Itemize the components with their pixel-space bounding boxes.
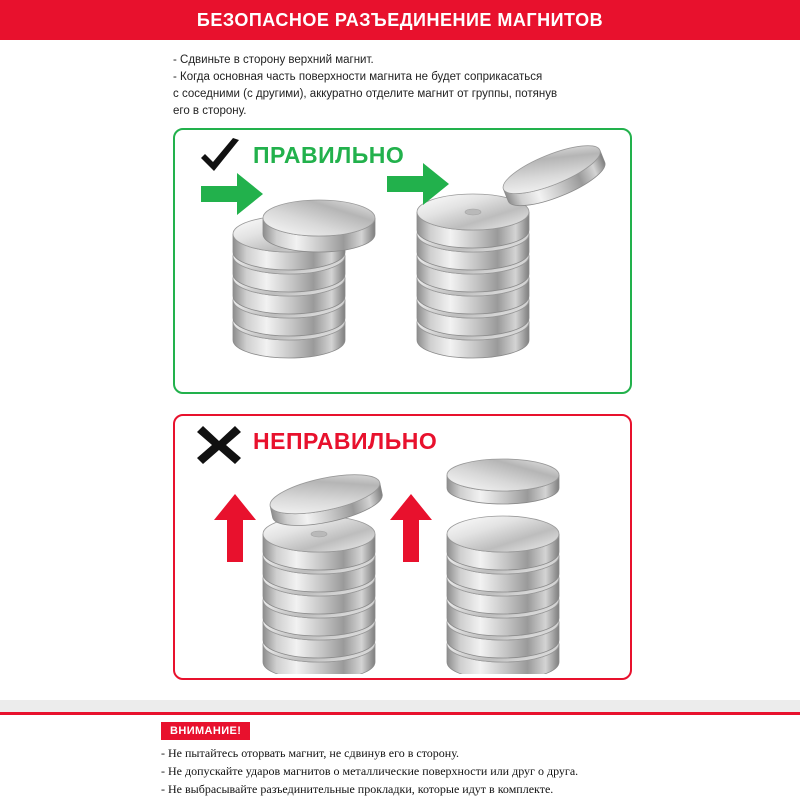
magnet-disc-detached: [447, 459, 559, 504]
magnet-stack-left: [233, 200, 375, 358]
magnet-stack-left: [263, 467, 386, 674]
arrow-right-icon-1: [201, 173, 263, 215]
footer-rule: [0, 712, 800, 715]
footer-warning-line: - Не пытайтесь оторвать магнит, не сдвинув его в сторону.: [161, 746, 459, 760]
panel-correct: [173, 128, 632, 394]
panel-correct-illustration: [175, 130, 626, 388]
intro-instructions: [173, 52, 643, 120]
magnet-stack-right: [447, 459, 559, 674]
footer-warning-line: - Не выбрасывайте разъединительные прокладки, которые идут в комплекте.: [161, 782, 554, 796]
footer-warnings: [161, 744, 681, 798]
intro-line: его в сторону.: [173, 105, 247, 117]
magnet-disc-displaced: [263, 200, 375, 252]
panel-correct-label: ПРАВИЛЬНО: [253, 142, 405, 168]
arrow-up-icon-2: [390, 494, 432, 562]
footer-warning-line: - Не допускайте ударов магнитов о металлические поверхности или друг о друга.: [161, 764, 579, 778]
footer-separator: [0, 700, 800, 712]
header-bar: [0, 0, 800, 40]
intro-line: с соседними (с другими), аккуратно отделите магнит от группы, потянув: [173, 88, 558, 100]
status-badge: ВНИМАНИЕ!: [161, 722, 250, 740]
magnet-stack-right: [417, 194, 529, 358]
panel-wrong-label: НЕПРАВИЛЬНО: [253, 428, 438, 454]
arrow-up-icon-1: [214, 494, 256, 562]
panel-wrong: [173, 414, 632, 680]
page-title: БЕЗОПАСНОЕ РАЗЪЕДИНЕНИЕ МАГНИТОВ: [196, 10, 604, 30]
intro-line: - Когда основная часть поверхности магнита не будет соприкасаться: [173, 71, 543, 83]
intro-line: - Сдвиньте в сторону верхний магнит.: [173, 54, 374, 66]
panel-wrong-illustration: [175, 416, 626, 674]
magnet-disc-removed: [498, 136, 611, 215]
